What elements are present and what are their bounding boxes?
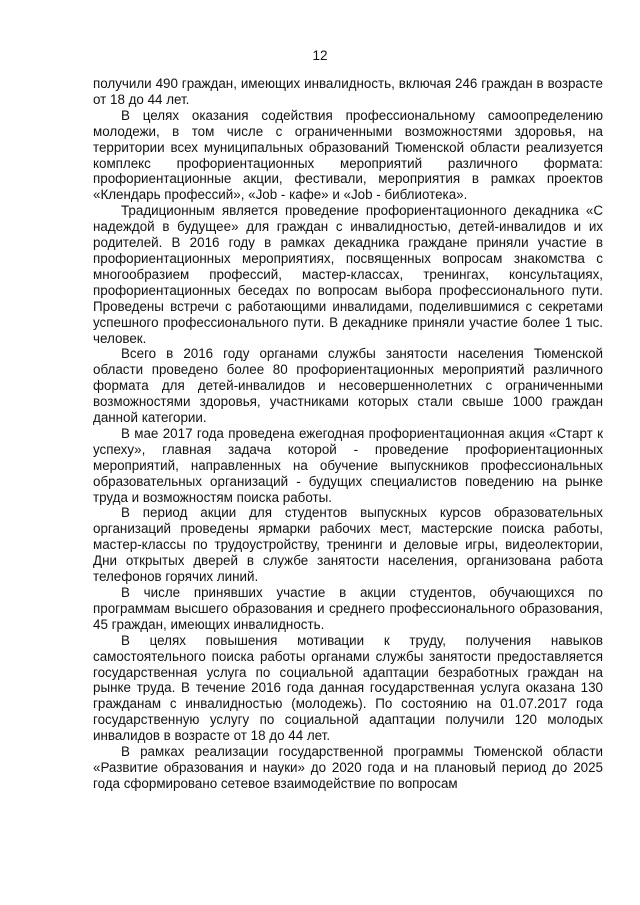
page-number: 12 bbox=[312, 48, 328, 63]
paragraph-start-to-success: В мае 2017 года проведена ежегодная профориентационная акция «Старт к успеху», главная задача которой - проведение профориентационных мероприятий, направленных на обучение выпускников профессиональных образовательных организаций - будущих специалистов поведению на рынке труда и возможностям поиска работы. bbox=[93, 425, 603, 505]
paragraph-career-guidance-youth: В целях оказания содействия профессиональному самоопределению молодежи, в том числе с ограниченными возможностями здоровья, на территории всех муниципальных образований Тюменской области реализуется комплекс профориентационных мероприятий различного формата: профориентационные акции, фестивали, мероприятия в рамках проектов «Клендарь профессий», «Job - кафе» и «Job - библиотека». bbox=[93, 107, 603, 203]
paragraph-social-adaptation: В целях повышения мотивации к труду, получения навыков самостоятельного поиска работы органами службы занятости предоставляется государственная услуга по социальной адаптации безработных граждан на рынке труда. В течение 2016 года данная государственная услуга оказана 130 гражданам с инвалидностью (молодежь). По состоянию на 01.07.2017 года государственную услугу по социальной адаптации получили 120 молодых инвалидов в возрасте от 18 до 44 лет. bbox=[93, 632, 603, 744]
document-body bbox=[93, 76, 603, 792]
paragraph-2016-events: Всего в 2016 году органами службы занятости населения Тюменской области проведено более 80 профориентационных мероприятий различного формата для детей-инвалидов и несовершеннолетних с ограниченными возможностями здоровья, участниками которых стали свыше 1000 граждан данной категории. bbox=[93, 346, 603, 426]
paragraph-participants: В числе принявших участие в акции студентов, обучающихся по программам высшего образования и среднего профессионального образования, 45 граждан, имеющих инвалидность. bbox=[93, 585, 603, 632]
paragraph-state-program: В рамках реализации государственной программы Тюменской области «Развитие образования и науки» до 2020 года и на плановый период до 2025 года сформировано сетевое взаимодействие по вопросам bbox=[93, 744, 603, 791]
paragraph-decade-event: Традиционным является проведение профориентационного декадника «С надеждой в будущее» для граждан с инвалидностью, детей-инвалидов и их родителей. В 2016 году в рамках декадника граждане приняли участие в профориентационных мероприятиях, посвященных вопросам знакомства с многообразием профессий, мастер-классах, тренингах, консультациях, профориентационных беседах по вопросам выбора профессионального пути. Проведены встречи с работающими инвалидами, поделившимися с секретами успешного профессионального пути. В декаднике приняли участие более 1 тыс. человек. bbox=[93, 203, 603, 346]
paragraph-continuation: получили 490 граждан, имеющих инвалидность, включая 246 граждан в возрасте от 18 до 44 лет. bbox=[93, 76, 603, 107]
paragraph-job-fairs: В период акции для студентов выпускных курсов образовательных организаций проведены ярмарки рабочих мест, мастерские поиска работы, мастер-классы по трудоустройству, тренинги и деловые игры, видеолектории, Дни открытых дверей в службе занятости населения, организована работа телефонов горячих линий. bbox=[93, 505, 603, 585]
